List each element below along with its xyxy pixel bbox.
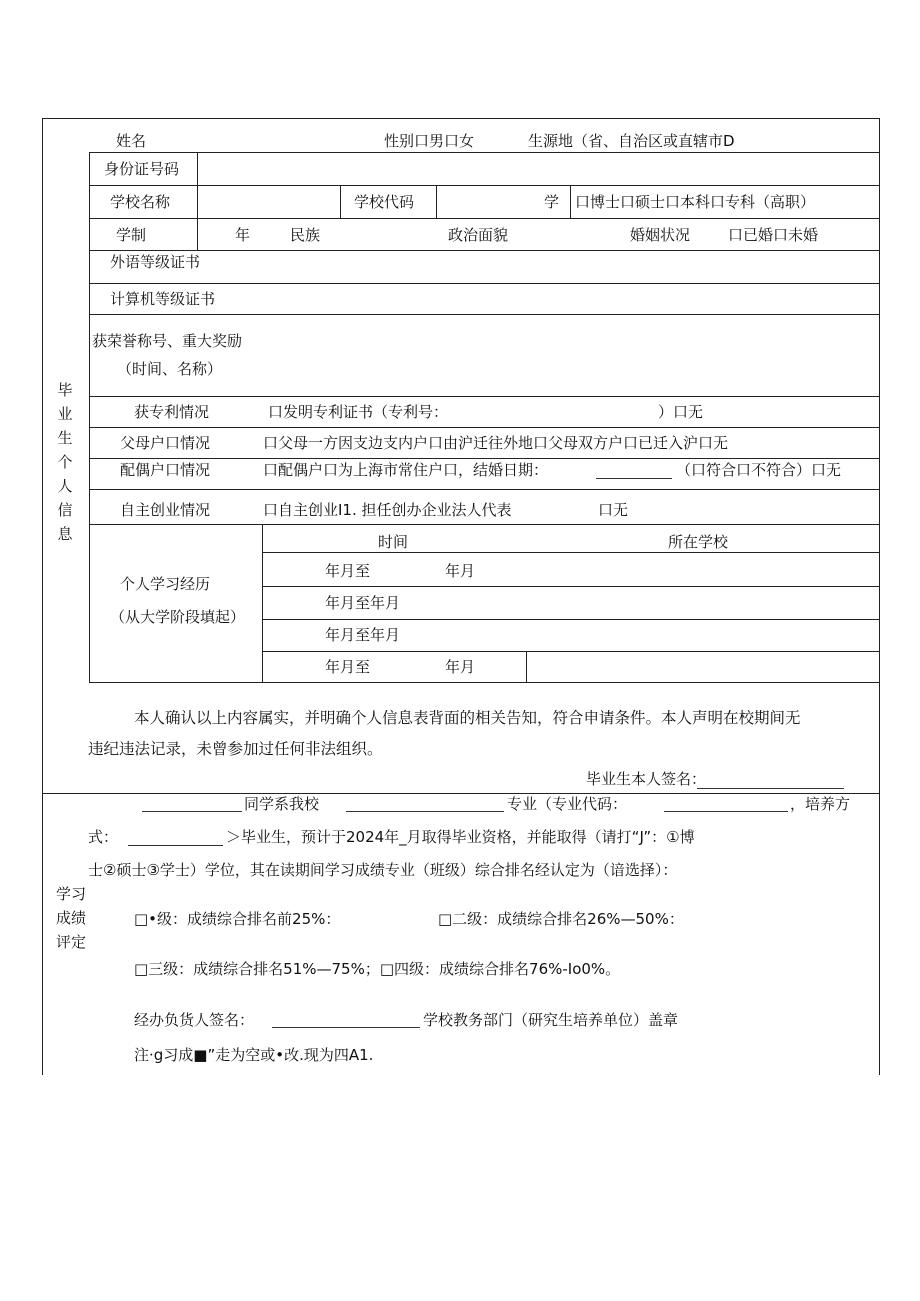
patent-label: 获专利情况	[134, 403, 210, 421]
section-label-personal-info: 毕业生个人信息	[57, 381, 73, 543]
row-line	[89, 152, 879, 153]
study-row-line	[262, 619, 879, 620]
row-line	[89, 458, 879, 459]
table-right-border	[879, 118, 880, 1075]
startup-options[interactable]: 口自主创业I1. 担任创办企业法人代表	[263, 501, 512, 519]
study-row-time-end[interactable]: 年月	[445, 658, 476, 676]
ethnicity-label: 民族	[290, 226, 321, 244]
row-line	[89, 427, 879, 428]
row-line	[89, 396, 879, 397]
row-line	[89, 218, 879, 219]
cell-divider	[570, 185, 571, 218]
study-row-time[interactable]: 年月至	[325, 658, 371, 676]
spouse-residence-options[interactable]: 口配偶户口为上海市常住户口，结婚日期：	[263, 461, 549, 479]
political-status-label: 政治面貌	[448, 226, 509, 244]
grades-line-1a: 同学系我校	[244, 795, 320, 813]
study-divider	[526, 651, 527, 682]
training-mode-blank[interactable]	[128, 845, 223, 846]
study-row-time[interactable]: 年月至年月	[325, 626, 401, 644]
schooling-year-unit: 年	[235, 226, 251, 244]
study-row-line	[262, 552, 879, 553]
cell-divider	[436, 185, 437, 218]
grades-line-2a: 式：	[88, 828, 119, 846]
row-line	[89, 283, 879, 284]
grades-line-1b: 专业（专业代码：	[507, 795, 628, 813]
grade-level-2-option[interactable]: □二级：成绩综合排名26%—50%：	[438, 910, 684, 928]
declaration-line-1: 本人确认以上内容属实，并明确个人信息表背面的相关告知，符合申请条件。本人声明在校期间无	[134, 709, 801, 727]
study-row-time[interactable]: 年月至	[325, 562, 371, 580]
name-label: 姓名	[116, 132, 147, 150]
degree-options[interactable]: 口博士口硕士口本科口专科（高职）	[575, 193, 816, 211]
marital-status-label: 婚姻状况	[630, 226, 691, 244]
grades-line-2b: ＞毕业生，预计于2024年_月取得毕业资格，并能取得（请打“J”：①博	[226, 828, 695, 846]
schooling-label: 学制	[116, 226, 147, 244]
grades-note: 注·g习成■”走为空或•改.现为四A1.	[134, 1046, 374, 1064]
table-top-border	[42, 118, 880, 119]
study-row-line	[262, 586, 879, 587]
patent-none-option[interactable]: ）口无	[658, 403, 704, 421]
major-blank[interactable]	[346, 811, 504, 812]
patent-value[interactable]: 口发明专利证书（专利号：	[268, 403, 449, 421]
computer-certificate-label: 计算机等级证书	[110, 290, 216, 308]
parents-residence-options[interactable]: 口父母一方因支边支内户口由沪迁往外地口父母双方户口已迁入沪口无	[263, 434, 729, 452]
graduate-signature-label: 毕业生本人签名：	[586, 770, 707, 788]
stamp-label: 学校教务部门（研究生培养单位）盖章	[423, 1011, 679, 1029]
language-certificate-label: 外语等级证书	[110, 253, 201, 271]
grade-level-1-option[interactable]: □•级：成绩综合排名前25%：	[134, 910, 341, 928]
startup-none-option[interactable]: 口无	[598, 501, 629, 519]
spouse-eligibility-options[interactable]: （口符合口不符合）口无	[676, 461, 842, 479]
study-history-label: 个人学习经历	[120, 575, 211, 593]
table-left-border	[42, 118, 43, 1075]
id-number-label: 身份证号码	[104, 160, 180, 178]
honors-sublabel: （时间、名称）	[117, 360, 223, 378]
origin-label: 生源地（省、自治区或直辖市D	[528, 132, 735, 150]
study-history-sublabel: （从大学阶段填起）	[110, 608, 246, 626]
section-label-grade-evaluation: 学习成绩评定	[55, 885, 86, 951]
marital-options[interactable]: 口已婚口未婚	[728, 226, 819, 244]
study-row-line	[262, 651, 879, 652]
row-line	[89, 682, 879, 683]
parents-residence-label: 父母户口情况	[120, 434, 211, 452]
row-line	[89, 524, 879, 525]
grades-line-3: 士②硕士③学士）学位，其在读期间学习成绩专业（班级）综合排名经认定为（谙选择）：	[88, 861, 678, 879]
graduate-signature-line[interactable]	[697, 788, 844, 789]
marriage-date-blank[interactable]	[596, 478, 672, 479]
grades-line-1c: ，培养方	[790, 795, 851, 813]
study-row-time[interactable]: 年月至年月	[325, 594, 401, 612]
declaration-line-2: 违纪违法记录，未曾参加过任何非法组织。	[88, 740, 383, 758]
school-name-label: 学校名称	[110, 193, 171, 211]
cell-divider	[197, 152, 198, 250]
startup-label: 自主创业情况	[120, 501, 211, 519]
study-header-school: 所在学校	[668, 533, 729, 551]
gender-options[interactable]: 性别口男口女	[384, 132, 475, 150]
row-line	[89, 185, 879, 186]
cell-divider	[340, 185, 341, 218]
study-header-time: 时间	[378, 533, 409, 551]
row-line	[89, 314, 879, 315]
degree-label: 学	[544, 193, 560, 211]
student-name-blank[interactable]	[142, 811, 242, 812]
grade-level-3-4-options[interactable]: □三级：成绩综合排名51%—75%；□四级：成绩综合排名76%-Io0%。	[134, 960, 621, 978]
section-divider	[42, 793, 880, 794]
side-column-divider	[89, 152, 90, 682]
spouse-residence-label: 配偶户口情况	[120, 461, 211, 479]
honors-label: 获荣誉称号、重大奖励	[92, 332, 243, 350]
school-code-label: 学校代码	[354, 193, 415, 211]
handler-signature-label: 经办负货人签名：	[134, 1011, 255, 1029]
study-divider	[262, 524, 263, 682]
major-code-blank[interactable]	[664, 811, 788, 812]
row-line	[89, 489, 879, 490]
study-row-time-end[interactable]: 年月	[445, 562, 476, 580]
row-line	[89, 250, 879, 251]
handler-signature-line[interactable]	[272, 1027, 420, 1028]
